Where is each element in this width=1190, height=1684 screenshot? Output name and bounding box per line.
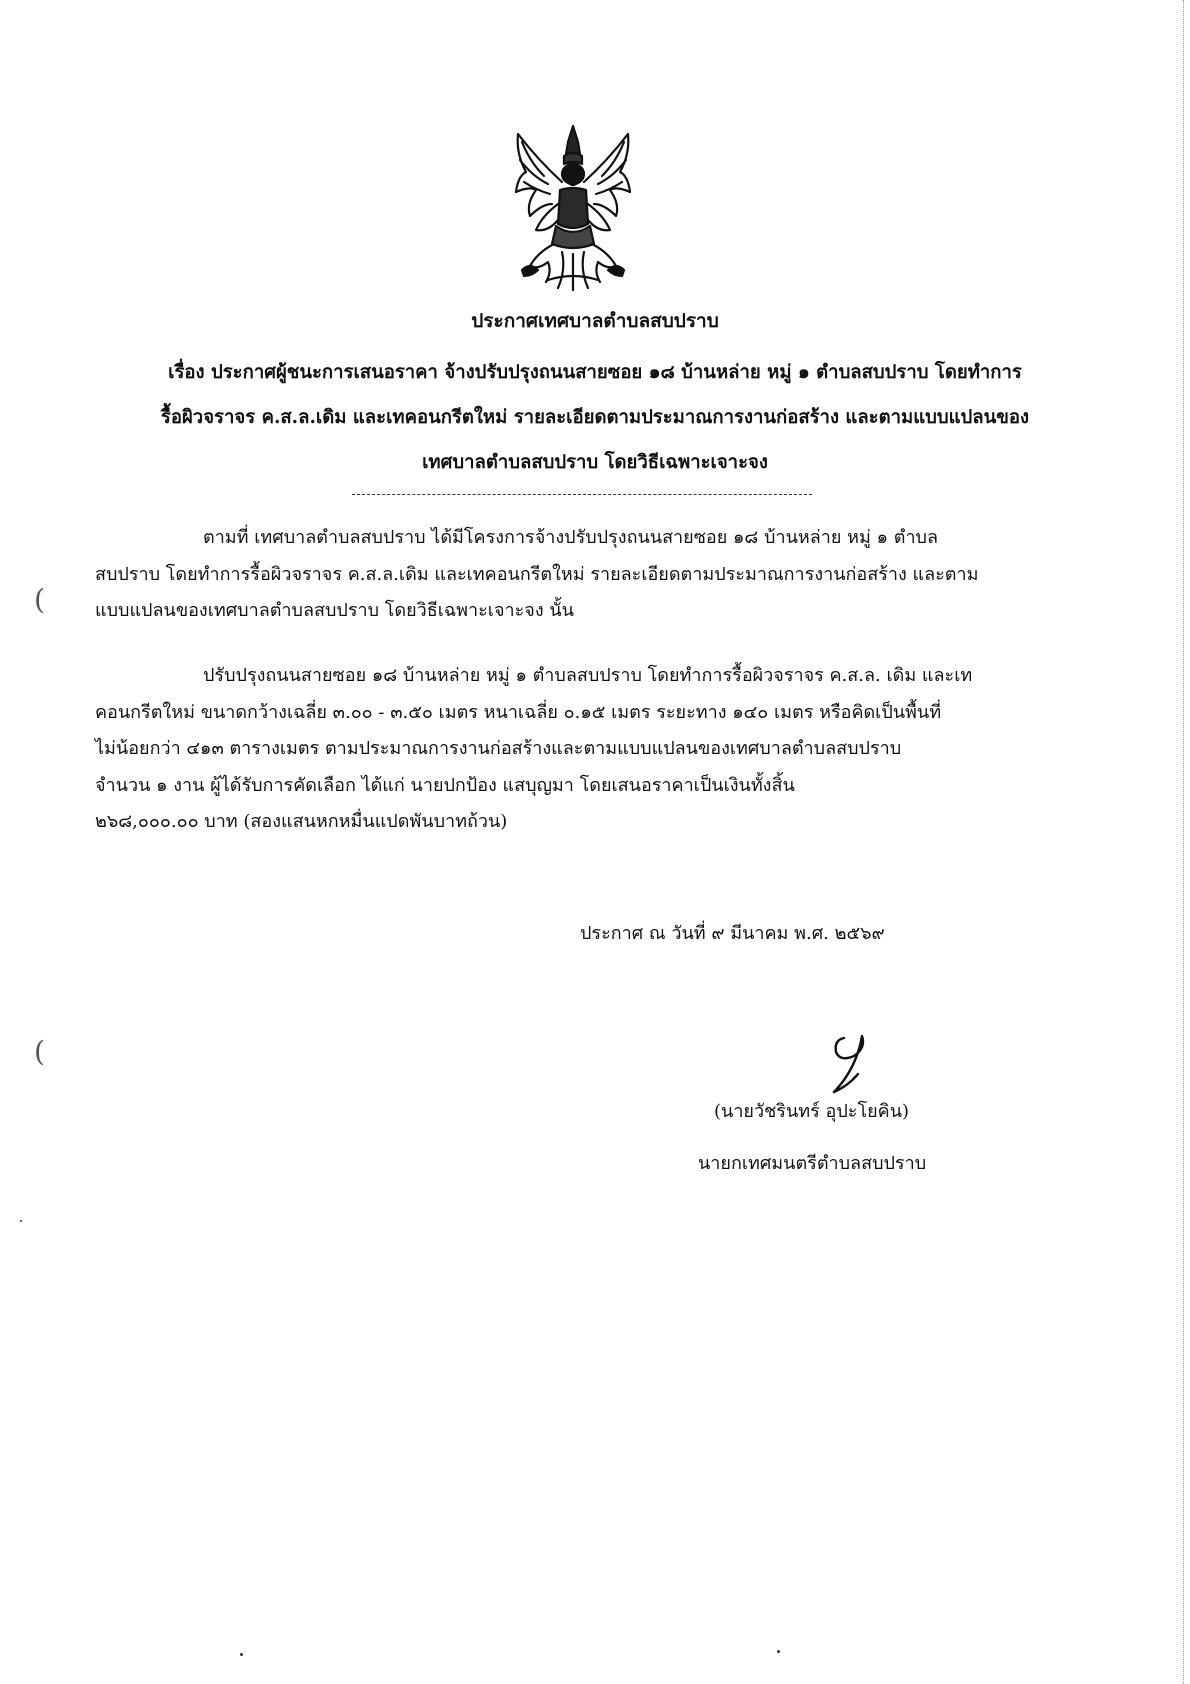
subject-block — [95, 350, 1095, 485]
scan-edge-line — [1182, 0, 1184, 1684]
subject-line: รื้อผิวจราจร ค.ส.ล.เดิม และเทคอนกรีตใหม่ รายละเอียดตามประมาณการงานก่อสร้าง และตามแบบแปลนของ — [160, 407, 1030, 428]
paragraph-line: สบปราบ โดยทำการรื้อผิวจราจร ค.ส.ล.เดิม และเทคอนกรีตใหม่ รายละเอียดตามประมาณการงานก่อสร้าง และตาม — [95, 563, 979, 585]
paragraph-line: จำนวน ๑ งาน ผู้ได้รับการคัดเลือก ได้แก่ นายปกป้อง แสบุญมา โดยเสนอราคาเป็นเงินทั้งสิ้น — [95, 774, 795, 796]
scan-bracket-mark: ( — [34, 583, 45, 616]
scan-bracket-mark: ( — [34, 1035, 45, 1068]
paragraph-line: แบบแปลนของเทศบาลตำบลสบปราบ โดยวิธีเฉพาะเจาะจง นั้น — [95, 600, 574, 621]
issuer-title: ประกาศเทศบาลตำบลสบปราบ — [471, 310, 719, 332]
signer-name: (นายวัชรินทร์ อุปะโยคิน) — [714, 1101, 910, 1122]
garuda-emblem-icon — [508, 120, 638, 292]
paragraph-line: ไม่น้อยกว่า ๔๑๓ ตารางเมตร ตามประมาณการงานก่อสร้างและตามแบบแปลนของเทศบาลตำบลสบปราบ — [95, 738, 902, 759]
scan-dot-mark — [777, 1650, 780, 1653]
scan-dot-mark — [20, 1220, 22, 1222]
subject-line: เทศบาลตำบลสบปราบ โดยวิธีเฉพาะเจาะจง — [422, 452, 768, 473]
scan-dot-mark — [240, 1653, 243, 1656]
signer-position: นายกเทศมนตรีตำบลสบปราบ — [698, 1153, 927, 1174]
paragraph-line: ปรับปรุงถนนสายซอย ๑๘ บ้านหล่าย หมู่ ๑ ตำบลสบปราบ โดยทำการรื้อผิวจราจร ค.ส.ล. เดิม และเท — [203, 665, 973, 686]
paragraph-line: คอนกรีตใหม่ ขนาดกว้างเฉลี่ย ๓.๐๐ - ๓.๕๐ เมตร หนาเฉลี่ย ๐.๑๕ เมตร ระยะทาง ๑๔๐ เมตร หรือคิดเป็นพื้นที่ — [95, 701, 942, 723]
section-divider — [352, 494, 812, 495]
announcement-date: ประกาศ ณ วันที่ ๙ มีนาคม พ.ศ. ๒๕๖๙ — [580, 923, 885, 944]
subject-line: เรื่อง ประกาศผู้ชนะการเสนอราคา จ้างปรับปรุงถนนสายซอย ๑๘ บ้านหล่าย หมู่ ๑ ตำบลสบปราบ โดยทำการ — [168, 362, 1022, 383]
paragraph-line: ตามที่ เทศบาลตำบลสบปราบ ได้มีโครงการจ้างปรับปรุงถนนสายซอย ๑๘ บ้านหล่าย หมู่ ๑ ตำบล — [203, 527, 939, 548]
paragraph-details — [95, 658, 1055, 841]
paragraph-background — [95, 520, 1055, 630]
paragraph-line: ๒๖๘,๐๐๐.๐๐ บาท (สองแสนหกหมื่นแปดพันบาทถ้วน) — [95, 811, 508, 832]
handwritten-signature-icon — [814, 1030, 884, 1096]
